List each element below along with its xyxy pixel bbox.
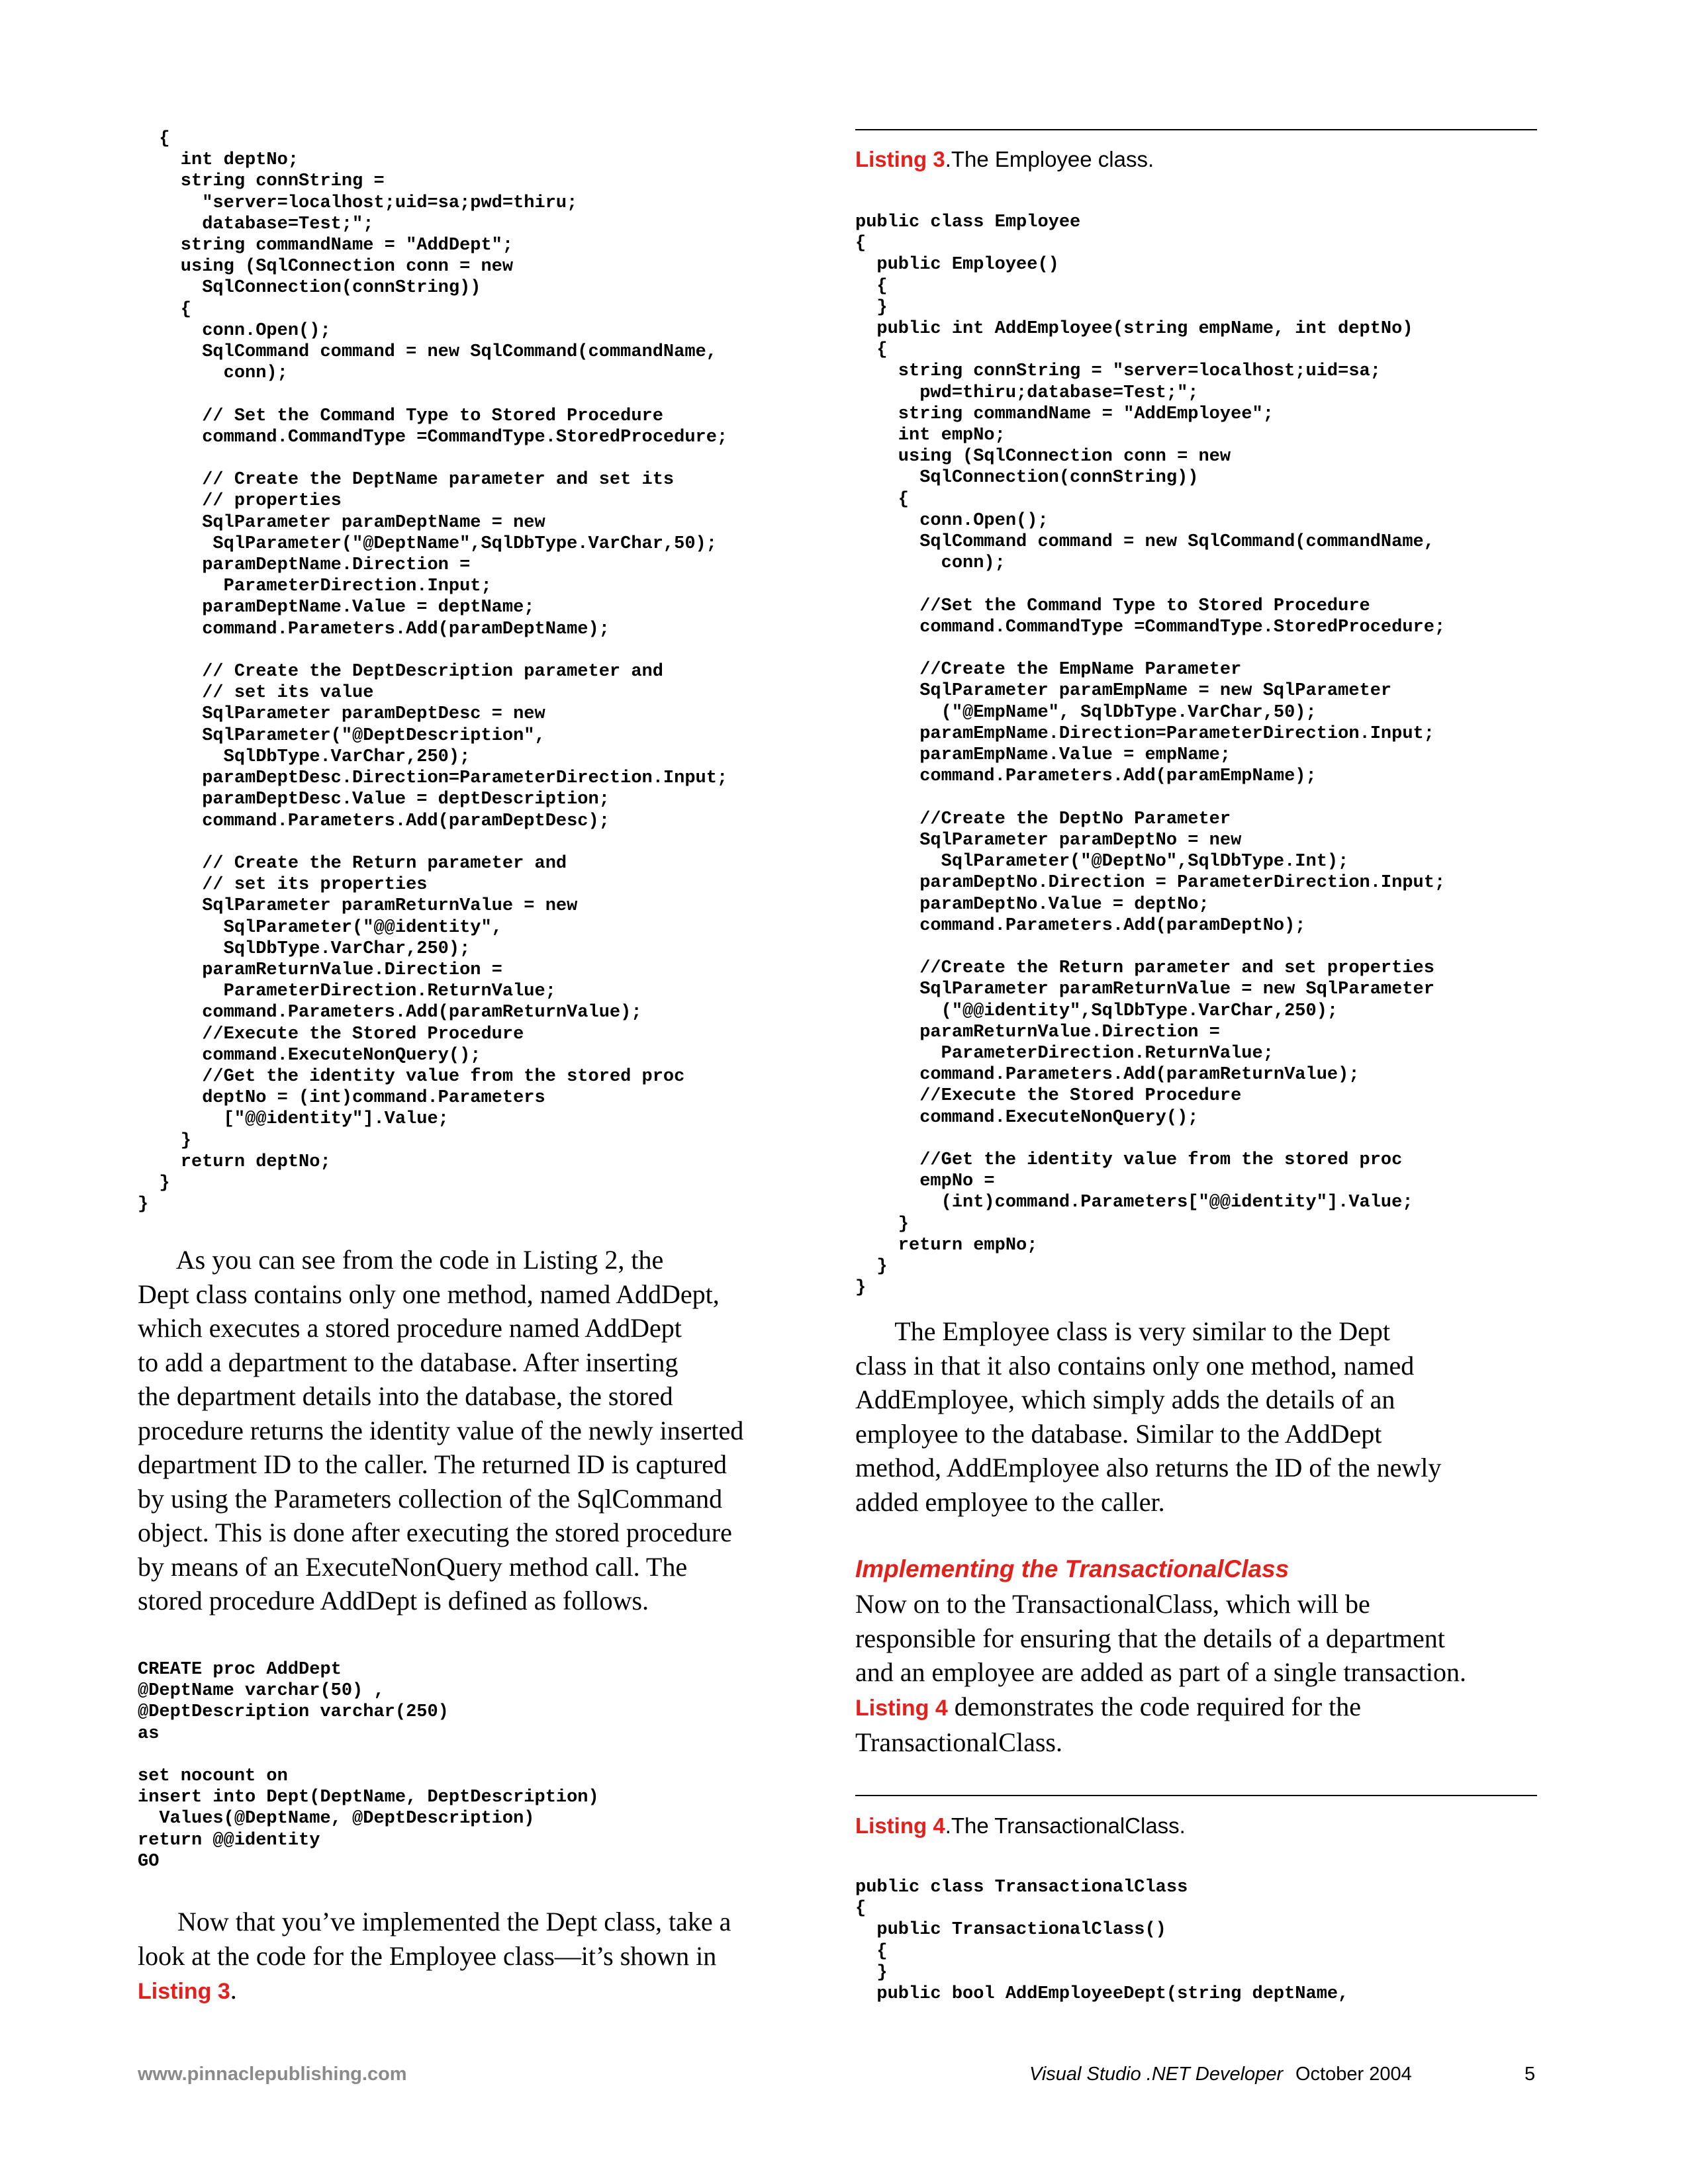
footer-publication: Visual Studio .NET Developer	[1029, 2064, 1284, 2085]
code-listing-3: public class Employee { public Employee() { } public int AddEmployee(string empName, int deptNo) { string connString = "server=localhost;uid=sa; pwd=thiru;database=Test;"; string commandName = "AddEmployee"; int empNo; using (SqlConnection conn = new SqlConnection(connString)) { conn.Open(); SqlCommand command = new SqlCommand(commandName, conn); //Set the Command Type to Stored Procedure command.CommandType =CommandType.StoredProcedure; //Create the EmpName Parameter SqlParameter paramEmpName = new SqlParameter ("@EmpName", SqlDbType.VarChar,50); paramEmpName.Direction=ParameterDirection.Input; paramEmpName.Value = empName; command.Parameters.Add(paramEmpName); //Create the DeptNo Parameter SqlParameter paramDeptNo = new SqlParameter("@DeptNo",SqlDbType.Int); paramDeptNo.Direction = ParameterDirection.Input; paramDeptNo.Value = deptNo; command.Parameters.Add(paramDeptNo); //Create the Return parameter and set properties SqlParameter paramReturnValue = new SqlParameter ("@@identity",SqlDbType.VarChar,250); paramReturnValue.Direction = ParameterDirection.ReturnValue; command.Parameters.Add(paramReturnValue); //Execute the Stored Procedure command.ExecuteNonQuery(); //Get the identity value from the stored proc empNo = (int)command.Parameters["@@identity"].Value; } return empNo; } }	[855, 212, 1446, 1298]
paragraph-employee-class: The Employee class is very similar to the Dept class in that it also contains only one method, named AddEmployee, which simply adds the details of an employee to the database. Similar to the AddDept method, AddEmployee also returns the ID of the newly added employee to the caller.	[855, 1316, 1442, 1517]
listing-4-title: .The TransactionalClass.	[945, 1813, 1186, 1838]
listing-3-title: .The Employee class.	[945, 147, 1154, 171]
paragraph-text-rest: demonstrates the code required for the TransactionalClass.	[855, 1691, 1361, 1757]
paragraph-transactional-intro	[855, 1587, 1466, 1760]
listing-3-rule	[855, 129, 1537, 130]
footer-date: October 2004	[1295, 2064, 1412, 2085]
paragraph-employee-intro	[138, 1905, 731, 2009]
listing-3-caption	[855, 147, 1154, 172]
paragraph-text: Now that you’ve implemented the Dept class, take a look at the code for the Employee class—it’s shown in	[138, 1907, 731, 1971]
paragraph-dept-class: As you can see from the code in Listing 2, the Dept class contains only one method, named AddDept, which executes a stored procedure named AddDept to add a department to the database. After inserting the department details into the database, the stored procedure returns the identity value of the newly inserted department ID to the caller. The returned ID is captured by using the Parameters collection of the SqlCommand object. This is done after executing the stored procedure by means of an ExecuteNonQuery method call. The stored procedure AddDept is defined as follows.	[138, 1245, 744, 1615]
paragraph-text: Now on to the TransactionalClass, which will be responsible for ensuring that the details of a department and an employee are added as part of a single transaction.	[855, 1589, 1466, 1687]
paragraph-end: .	[230, 1975, 237, 2005]
listing-4-caption	[855, 1813, 1186, 1839]
code-sql-adddept: CREATE proc AddDept @DeptName varchar(50) , @DeptDescription varchar(250) as set nocount on insert into Dept(DeptName, DeptDescription) Values(@DeptName, @DeptDescription) return @@identity GO	[138, 1660, 599, 1872]
code-listing-2-continued: { int deptNo; string connString = "server=localhost;uid=sa;pwd=thiru; database=Test;"; string commandName = "AddDept"; using (SqlConnection conn = new SqlConnection(connString)) { conn.Open(); SqlCommand command = new SqlCommand(commandName, conn); // Set the Command Type to Stored Procedure command.CommandType =CommandType.StoredProcedure; // Create the DeptName parameter and set its // properties SqlParameter paramDeptName = new SqlParameter("@DeptName",SqlDbType.VarChar,50); paramDeptName.Direction = ParameterDirection.Input; paramDeptName.Value = deptName; command.Parameters.Add(paramDeptName); // Create the DeptDescription parameter and // set its value SqlParameter paramDeptDesc = new SqlParameter("@DeptDescription", SqlDbType.VarChar,250); paramDeptDesc.Direction=ParameterDirection.Input; paramDeptDesc.Value = deptDescription; command.Parameters.Add(paramDeptDesc); // Create the Return parameter and // set its properties SqlParameter paramReturnValue = new SqlParameter("@@identity", SqlDbType.VarChar,250); paramReturnValue.Direction = ParameterDirection.ReturnValue; command.Parameters.Add(paramReturnValue); //Execute the Stored Procedure command.ExecuteNonQuery(); //Get the identity value from the stored proc deptNo = (int)command.Parameters ["@@identity"].Value; } return deptNo; } }	[138, 129, 728, 1215]
code-listing-4: public class TransactionalClass { public TransactionalClass() { } public bool AddEmployeeDept(string deptName,	[855, 1878, 1349, 2005]
listing-3-link[interactable]: Listing 3	[138, 1979, 230, 2004]
listing-4-link[interactable]: Listing 4	[855, 1695, 948, 1721]
listing-4-number: Listing 4	[855, 1813, 945, 1838]
listing-4-rule	[855, 1795, 1537, 1796]
section-heading: Implementing the TransactionalClass	[855, 1555, 1289, 1582]
listing-3-number: Listing 3	[855, 147, 945, 171]
footer-page-number: 5	[1524, 2064, 1536, 2085]
footer-url[interactable]: www.pinnaclepublishing.com	[138, 2064, 407, 2085]
